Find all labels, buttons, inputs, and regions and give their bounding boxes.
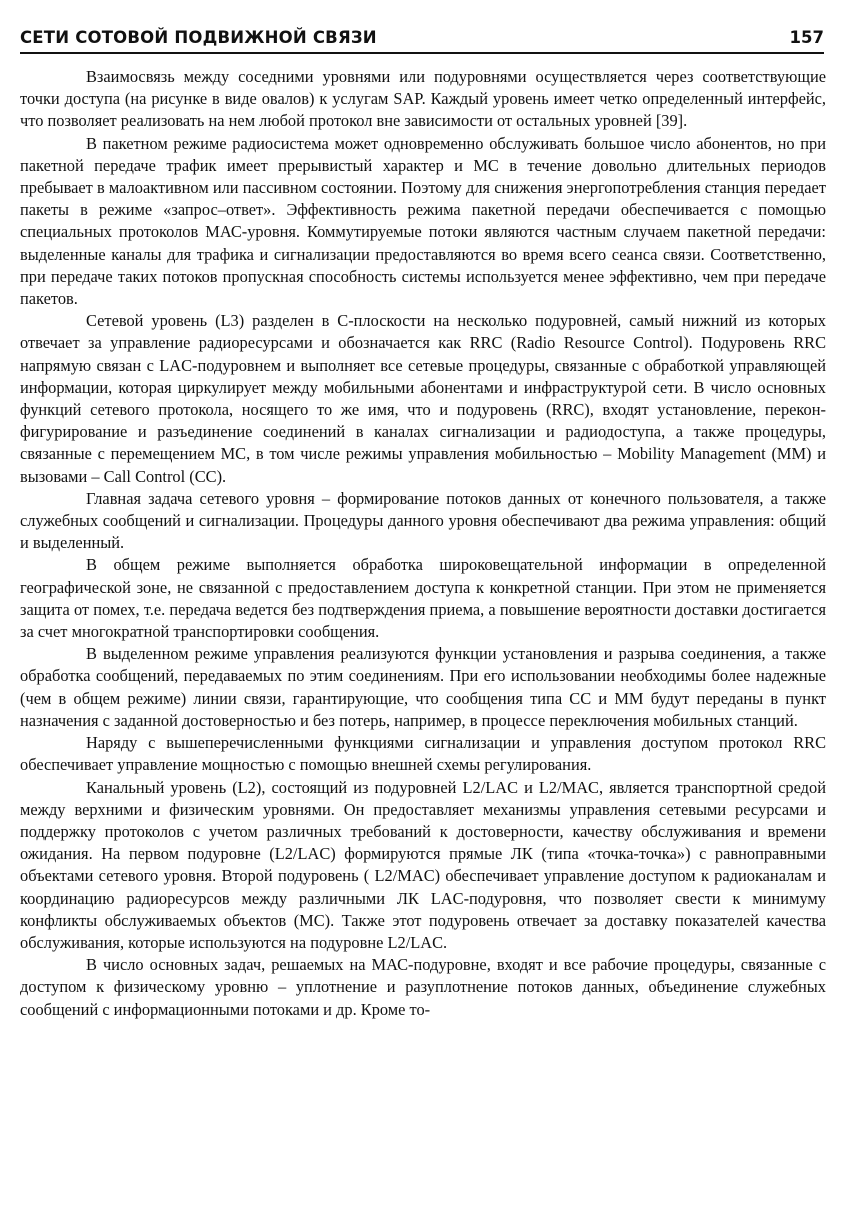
paragraph: Взаимосвязь между соседними уровнями или подуровнями осуществляется через соответствующие точки доступа (на рисунке в виде овалов) к услугам SAP. Каждый уровень имеет четко определенный интерфейс, что позволяет реализовать на нем любой протокол вне зависимости от остальных уровней [39].	[20, 67, 826, 131]
paragraph: В выделенном режиме управления реализуются функции установления и разрыва соединения, а также обработка сообщений, передаваемых по этим соединениям. При его использовании необходимы более надежные (чем в общем режиме) линии связи, гарантирующие, что сообщения типа СС и ММ будут переданы в пункт назначения с заданной достоверностью и без потерь, например, в процессе переключения мобильных станций.	[20, 644, 826, 730]
paragraph: Наряду с вышеперечисленными функциями сигнализации и управления доступом протокол RRC обеспечивает управление мощностью с помощью внешней схемы регулирования.	[20, 733, 826, 775]
paragraph: Главная задача сетевого уровня – формирование потоков данных от конечного пользователя, а также служебных сообщений и сигнализации. Процедуры данного уровня обеспечивают два режима управления: общий и выделенный.	[20, 488, 826, 553]
paragraph: В число основных задач, решаемых на МАС-подуровне, входят и все рабочие процедуры, связанные с доступом к физическому уровню – уплотнение и разуплотнение потоков данных, объединение служебных сообщений с информационными потоками и др. Кроме то-	[20, 955, 826, 1019]
page-number: 157	[789, 28, 824, 47]
paragraph: В пакетном режиме радиосистема может одновременно обслуживать большое число абонентов, но при пакетной передаче трафик имеет прерывистый характер и МС в течение довольно длительных периодов пребывает в малоактивном или пассивном состоянии. Поэтому для снижения энергопотребления станция передает пакеты в режиме «запрос–ответ». Эффективность режима пакетной передачи обеспечивается с помощью специальных протоколов МАС-уровня. Коммутируемые потоки являются частным случаем пакетной передачи: выделенные каналы для трафика и сигнализации предоставляются во время всего сеанса связи. Соответственно, при передаче таких потоков пропускная способность системы используется менее эффективно, чем при передаче пакетов.	[20, 133, 826, 309]
body-text	[20, 66, 826, 1021]
paragraph: В общем режиме выполняется обработка широковещательной информации в определенной географической зоне, не связанной с предоставлением доступа к конкретной станции. При этом не применяется защита от помех, т.е. передача ведется без подтверждения приема, а повышение вероятности доставки достигается за счет многократной транспортировки сообщения.	[20, 555, 826, 642]
running-header	[20, 28, 824, 54]
paragraph: Сетевой уровень (L3) разделен в С-плоскости на несколько подуровней, самый нижний из которых отвечает за управление радиоресурсами и обозначается как RRC (Radio Resource Control). Подуровень RRC напрямую связан с LAC-подуровнем и выполняет все сетевые процедуры, связанные с обработкой управляющей информации, которая циркулирует между мобильными абонентами и инфраструктурой сети. В число основных функций сетевого протокола, носящего то же имя, что и подуровень (RRC), входят установление, переконфигурирование и разъединение соединений в каналах сигнализации и радиодоступа, а также процедуры, связанные с перемещением МС, в том числе режимы управления мобильностью – Mobility Management (ММ) и вызовами – Call Control (СС).	[20, 311, 826, 486]
paragraph: Канальный уровень (L2), состоящий из подуровней L2/LAC и L2/MAC, является транспортной средой между верхними и физическим уровнями. Он предоставляет механизмы управления сетевыми ресурсами и поддержку протоколов с учетом различных требований к достоверности, качеству обслуживания и времени ожидания. На первом подуровне (L2/LAC) формируются прямые ЛК (типа «точка-точка») с равноправными объектами сетевого уровня. Второй подуровень ( L2/MAC) обеспечивает управление доступом к радиоканалам и координацию радиоресурсов между различными ЛК LAC-подуровня, что позволяет свести к минимуму конфликты обслуживаемых объектов (МС). Также этот подуровень отвечает за доставку показателей качества обслуживания, которые используются на подуровне L2/LAC.	[20, 777, 826, 952]
running-title: СЕТИ СОТОВОЙ ПОДВИЖНОЙ СВЯЗИ	[20, 28, 377, 47]
